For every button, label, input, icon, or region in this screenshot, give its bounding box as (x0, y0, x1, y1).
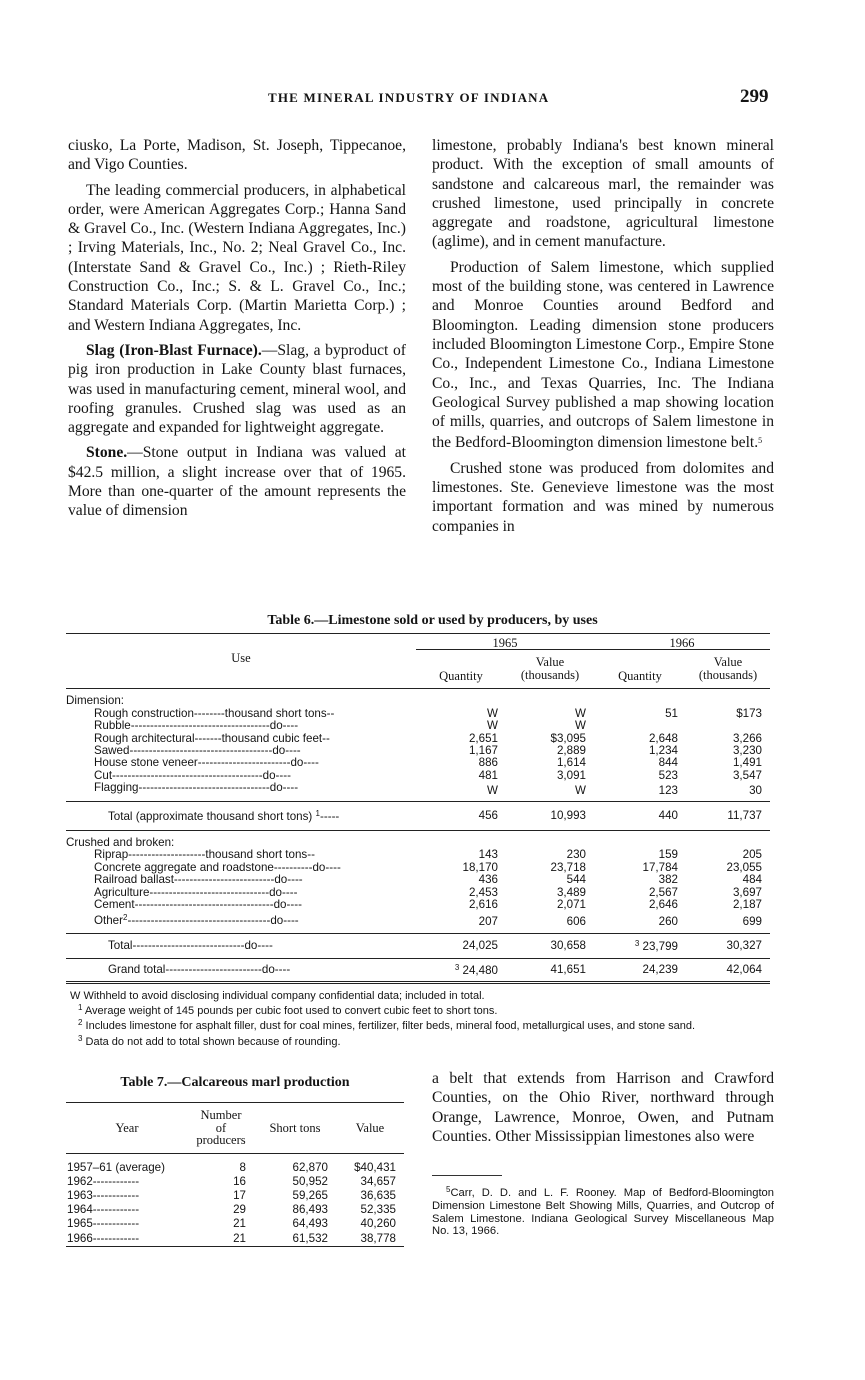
footnote-divider (432, 1175, 502, 1176)
table-row-label: 1962------------ (67, 1174, 140, 1188)
table-row-label: Rubble------------------------------------do---- (94, 719, 299, 733)
table-cell: 2,646 (648, 898, 678, 912)
table-cell: 24,239 (642, 962, 678, 976)
table-row (66, 1217, 404, 1231)
table-cell: 205 (742, 848, 762, 862)
table-row-label: 1957–61 (average) (67, 1160, 165, 1174)
col-header-year: 1965 (416, 634, 594, 650)
table-row-label: Concrete aggregate and roadstone----------do---- (94, 860, 341, 874)
table-cell: 29 (233, 1203, 246, 1217)
paragraph-text: —Slag, a byproduct of pig iron production in Lake County blast furnaces, was used in manufacturing cement, mineral wool, and roofing granules. Crushed slag was used as an aggregate and expanded for lightweight aggregate. (68, 341, 406, 437)
table-cell: 21 (233, 1231, 246, 1245)
table-row-label: Flagging----------------------------------do---- (94, 781, 299, 795)
footnote: $^5$Carr, D. D. and L. F. Rooney. Map of Bedford-Bloomington Dimension Limestone Belt Showing Mills, Quarries, and Outcrop of Salem Limestone. Indiana Geological Survey Miscellaneous Map No. 13, 1966. (432, 1185, 774, 1238)
table6-totals (66, 933, 770, 982)
table-cell: 481 (478, 768, 498, 782)
table-cell: 50,952 (292, 1174, 328, 1188)
table7 (66, 1102, 404, 1247)
table-cell: 2,616 (468, 898, 498, 912)
table-row (66, 1189, 404, 1203)
table-row (66, 782, 770, 801)
table-cell: 1,614 (556, 756, 586, 770)
table-row-label: 1966------------ (67, 1231, 140, 1245)
paragraph (432, 258, 774, 453)
table-row (66, 1153, 404, 1175)
table-cell: $173 (736, 706, 762, 720)
table-cell: 30,658 (550, 938, 586, 952)
table-cell: 52,335 (360, 1203, 396, 1217)
table-cell: W (487, 719, 498, 733)
table-cell: 23,055 (726, 860, 762, 874)
table-cell: 17 (233, 1188, 246, 1202)
table-cell: 42,064 (726, 962, 762, 976)
table-cell: 16 (233, 1174, 246, 1188)
table-cell: W (575, 784, 586, 798)
table-cell: 886 (478, 756, 498, 770)
paragraph-text: Production of Salem limestone, which supplied most of the building stone, was centered in Lawrence and Monroe Counties around Bedford and Bloomington. Leading dimension stone producers included Bloomington Limestone Corp., Empire Stone Co., Independent Limestone Co., Indiana Limestone Co., Inc., and Texas Quarries, Inc. The Indiana Geological Survey published a map showing location of mills, quarries, and outcrops of Salem limestone in the Bedford-Bloomington dimension limestone belt. (432, 258, 774, 452)
table-cell (686, 720, 770, 732)
table-cell: 440 (658, 808, 678, 822)
table-cell: 18,170 (462, 860, 498, 874)
table-row (66, 899, 770, 911)
table-row-label: 1963------------ (67, 1188, 140, 1202)
table6-title: Table 6.—Limestone sold or used by producers, by uses (267, 613, 598, 628)
table-note: W Withheld to avoid disclosing individual company confidential data; included in total. (70, 990, 485, 1002)
table-row-label: Agriculture-------------------------------do---- (94, 885, 298, 899)
table-cell: 23,718 (550, 860, 586, 874)
table-row (66, 874, 770, 886)
table-cell: 3,697 (732, 885, 762, 899)
table-cell: W (575, 706, 586, 720)
table-cell: 30,327 (726, 938, 762, 952)
col-header-value: Value (thousands) (698, 655, 758, 683)
col-header-producers: Number of producers (196, 1108, 246, 1147)
table-cell: 544 (566, 873, 586, 887)
table-cell: 40,260 (360, 1217, 396, 1231)
table-cell: 51 (665, 706, 678, 720)
table-group-heading: Crushed and broken: (66, 836, 175, 850)
slag-paragraph (68, 341, 406, 437)
table-cell: 8 (239, 1160, 246, 1174)
table-row-label: Grand total-------------------------do---- (108, 963, 291, 977)
table-cell: 606 (566, 915, 586, 928)
table-cell: 30 (749, 784, 762, 798)
section-run-head: Stone. (86, 444, 128, 462)
table-cell: 3,230 (732, 744, 762, 758)
table-cell: 3,266 (732, 731, 762, 745)
col-header-year: 1966 (594, 634, 770, 650)
table-row-label: Total (approximate thousand short tons) $^1$----- (108, 808, 340, 823)
table-cell: 3,489 (556, 885, 586, 899)
table-row-label: House stone veneer------------------------do---- (94, 756, 319, 770)
paragraph-text: —Stone output in Indiana was valued at $42.5 million, a slight increase over that of 1965. More than one-quarter of the amount represents the value of dimension (68, 444, 406, 520)
table-note: $^3$ Data do not add to total shown because of rounding. (78, 1033, 341, 1048)
table-cell: 382 (658, 873, 678, 887)
table-cell: 699 (742, 915, 762, 928)
table-cell: 2,071 (556, 898, 586, 912)
table-cell: 484 (742, 873, 762, 887)
paragraph: limestone, probably Indiana's best known mineral product. With the exception of small amounts of sandstone and calcareous marl, the remainder was crushed limestone, used principally in concrete aggregate and roadstone, agricultural limestone (aglime), and in cement manufacture. (432, 137, 774, 251)
table-cell: 61,532 (292, 1231, 328, 1245)
page-number: 299 (740, 86, 769, 107)
table-cell: 260 (658, 915, 678, 928)
col-header-quantity: Quantity (439, 669, 483, 683)
table-cell: W (487, 706, 498, 720)
table-cell: 1,234 (648, 744, 678, 758)
table-cell: 3,091 (556, 768, 586, 782)
col-header-value: Value (355, 1120, 385, 1135)
col-header-use: Use (231, 651, 251, 665)
table-row-label: Riprap--------------------thousand short tons-- (94, 848, 315, 862)
footnote-ref: 5 (758, 436, 763, 446)
table-row-label: Cut---------------------------------------do---- (94, 768, 291, 782)
table-cell: 436 (478, 873, 498, 887)
table-cell: W (487, 784, 498, 798)
table-row-label: 1964------------ (67, 1203, 140, 1217)
table-cell: 86,493 (292, 1203, 328, 1217)
table-cell: 11,737 (727, 808, 762, 822)
table6-notes (66, 990, 772, 1048)
table-cell: 523 (658, 768, 678, 782)
table-row-label: Rough architectural-------thousand cubic feet-- (94, 731, 330, 745)
table-row (66, 1175, 404, 1189)
table-cell: $^3$ 23,799 (634, 939, 678, 954)
table-cell: 64,493 (292, 1217, 328, 1231)
table-cell: 1,167 (468, 744, 498, 758)
table-row (66, 912, 770, 934)
right-column (432, 136, 774, 542)
table-note: $^2$ Includes limestone for asphalt filler, dust for coal mines, fertilizer, filter beds, mineral food, metallurgical uses, and stone sand. (78, 1018, 696, 1033)
table-cell: 59,265 (292, 1188, 328, 1202)
table-cell: 456 (478, 808, 498, 822)
table-cell: $40,431 (354, 1160, 396, 1174)
col-header-short-tons: Short tons (269, 1120, 321, 1135)
table-row-label: Total-----------------------------do---- (108, 938, 273, 952)
table7-title: Table 7.—Calcareous marl production (120, 1075, 350, 1090)
table-cell: 207 (478, 915, 498, 928)
table-cell (594, 720, 686, 732)
table-cell: 34,657 (360, 1174, 396, 1188)
table-cell: 10,993 (550, 808, 586, 822)
table6-dimension-body (66, 689, 770, 801)
table-cell: 2,187 (732, 898, 762, 912)
table-cell: 844 (658, 756, 678, 770)
table-cell: 41,651 (550, 962, 586, 976)
table6-crushed-body (66, 831, 770, 934)
table-cell: 62,870 (292, 1160, 328, 1174)
table-row-label: Cement------------------------------------do---- (94, 898, 302, 912)
table-cell: 230 (566, 848, 586, 862)
table-row-label: Other$^2$-------------------------------------do---- (94, 912, 299, 927)
right-column-bottom (432, 1069, 774, 1146)
paragraph: ciusko, La Porte, Madison, St. Joseph, Tippecanoe, and Vigo Counties. (68, 137, 406, 174)
table-row-label: 1965------------ (67, 1217, 140, 1231)
table-row (66, 1203, 404, 1217)
section-run-head: Slag (Iron-Blast Furnace). (86, 341, 262, 359)
table-cell: $3,095 (550, 731, 586, 745)
table-row-label: Railroad ballast--------------------------do---- (94, 873, 303, 887)
table-cell: 3,547 (732, 768, 762, 782)
table-row-label: Rough construction--------thousand short tons-- (94, 706, 335, 720)
col-header-value: Value (thousands) (520, 655, 580, 683)
table-cell: 17,784 (642, 860, 678, 874)
table-cell: 2,453 (468, 885, 498, 899)
table-cell: 2,889 (556, 744, 586, 758)
paragraph: Crushed stone was produced from dolomites and limestones. Ste. Genevieve limestone was the most important formation and was mined by numerous companies in (432, 459, 774, 535)
table6-dimension-total (66, 801, 770, 830)
table-cell: 1,491 (732, 756, 762, 770)
col-header-quantity: Quantity (618, 669, 662, 683)
left-column (68, 136, 406, 527)
table7-body (66, 1153, 404, 1246)
table-group-heading: Dimension: (66, 694, 124, 708)
table-cell: W (575, 719, 586, 733)
col-header-year: Year (115, 1120, 139, 1135)
table-cell: 143 (478, 848, 498, 862)
table-cell: 38,778 (360, 1231, 396, 1245)
paragraph: a belt that extends from Harrison and Crawford Counties, on the Ohio River, northward through Orange, Lawrence, Monroe, Owen, and Putnam Counties. Other Mississippian limestones also were (432, 1070, 774, 1145)
paragraph: The leading commercial producers, in alphabetical order, were American Aggregates Corp.; Hanna Sand & Gravel Co., Inc. (Western Indiana Aggregates, Inc.) ; Irving Materials, Inc., No. 2; Neal Gravel Co., Inc. (Interstate Sand & Gravel Co., Inc.) ; Rieth-Riley Construction Co., Inc.; S. & L. Gravel Co., Inc.; Standard Materials Corp. (Martin Marietta Corp.) ; and Western Indiana Aggregates, Inc. (68, 181, 406, 334)
table-cell: 2,567 (648, 885, 678, 899)
table-row-label: Sawed-------------------------------------do---- (94, 744, 301, 758)
table-cell: 36,635 (360, 1188, 396, 1202)
table-note: $^1$ Average weight of 145 pounds per cubic foot used to convert cubic feet to short tons. (78, 1003, 498, 1018)
page-header (0, 88, 865, 110)
table-cell: 21 (233, 1217, 246, 1231)
table-cell: 123 (658, 784, 678, 798)
running-title: THE MINERAL INDUSTRY OF INDIANA (268, 90, 550, 105)
table-cell: 2,648 (648, 731, 678, 745)
stone-paragraph (68, 443, 406, 520)
table-cell: 159 (658, 848, 678, 862)
table6 (66, 633, 770, 984)
table-cell: 24,025 (462, 938, 498, 952)
table-row (66, 1232, 404, 1247)
table-cell: $^3$ 24,480 (454, 963, 498, 978)
table-row (66, 757, 770, 769)
table-cell: 2,651 (468, 731, 498, 745)
